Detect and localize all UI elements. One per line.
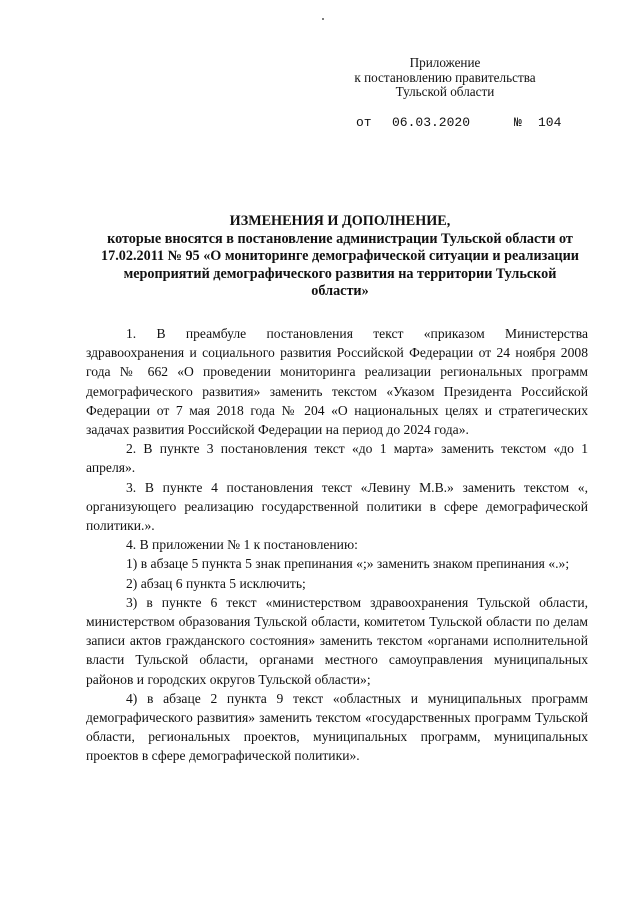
annex-header <box>325 56 565 100</box>
heading-subtitle: которые вносятся в постановление администрации Тульской области от 17.02.2011 № 95 «О мониторинге демографической ситуации и реализации мероприятий демографического развития на территории Тульской области» <box>101 230 579 300</box>
paragraph-2: 2. В пункте 3 постановления текст «до 1 марта» заменить текстом «до 1 апреля». <box>86 441 588 476</box>
subitem-3: 3) в пункте 6 текст «министерством здравоохранения Тульской области, министерством образования Тульской области, комитетом Тульской области по делам записи актов гражданского состояния» заменить текстом «органами исполнительной власти Тульской области, органами местного самоуправления муниципальных районов и городских округов Тульской области»; <box>86 594 588 687</box>
annex-line-1: Приложение <box>409 55 481 70</box>
document-date: 06.03.2020 <box>392 115 471 130</box>
document-heading <box>95 213 585 301</box>
document-date-number <box>356 115 562 190</box>
subitem-4: 4) в абзаце 2 пункта 9 текст «областных и муниципальных программ демографического развития» заменить текстом «государственных программ Тульской области, региональных проектов, муниципальных программ, муниципальных проектов в сфере демографической политики». <box>86 690 588 764</box>
subitem-2: 2) абзац 6 пункта 5 исключить; <box>126 575 306 591</box>
paragraph-1: 1. В преамбуле постановления текст «приказом Министерства здравоохранения и социального развития Российской Федерации от 24 ноября 2008 года № 662 «О проведении мониторинга реализации региональных программ демографического развития» заменить текстом «Указом Президента Российской Федерации от 7 мая 2018 года № 204 «О национальных целях и стратегических задачах развития Российской Федерации на период до 2024 года». <box>86 326 588 438</box>
annex-line-3: Тульской области <box>395 84 495 99</box>
scan-speck <box>322 18 324 20</box>
document-number: 104 <box>538 115 562 130</box>
paragraph-4: 4. В приложении № 1 к постановлению: <box>126 537 358 553</box>
heading-title: ИЗМЕНЕНИЯ И ДОПОЛНЕНИЕ, <box>229 213 451 229</box>
subitem-1: 1) в абзаце 5 пункта 5 знак препинания «;» заменить знаком препинания «.»; <box>126 556 570 572</box>
date-label: от <box>356 115 372 130</box>
paragraph-3: 3. В пункте 4 постановления текст «Левину М.В.» заменить текстом «, организующего реализацию государственной политики в сфере демографической политики.». <box>86 479 588 534</box>
annex-line-2: к постановлению правительства <box>354 69 536 85</box>
number-sign: № <box>514 115 522 130</box>
document-body <box>86 324 588 766</box>
